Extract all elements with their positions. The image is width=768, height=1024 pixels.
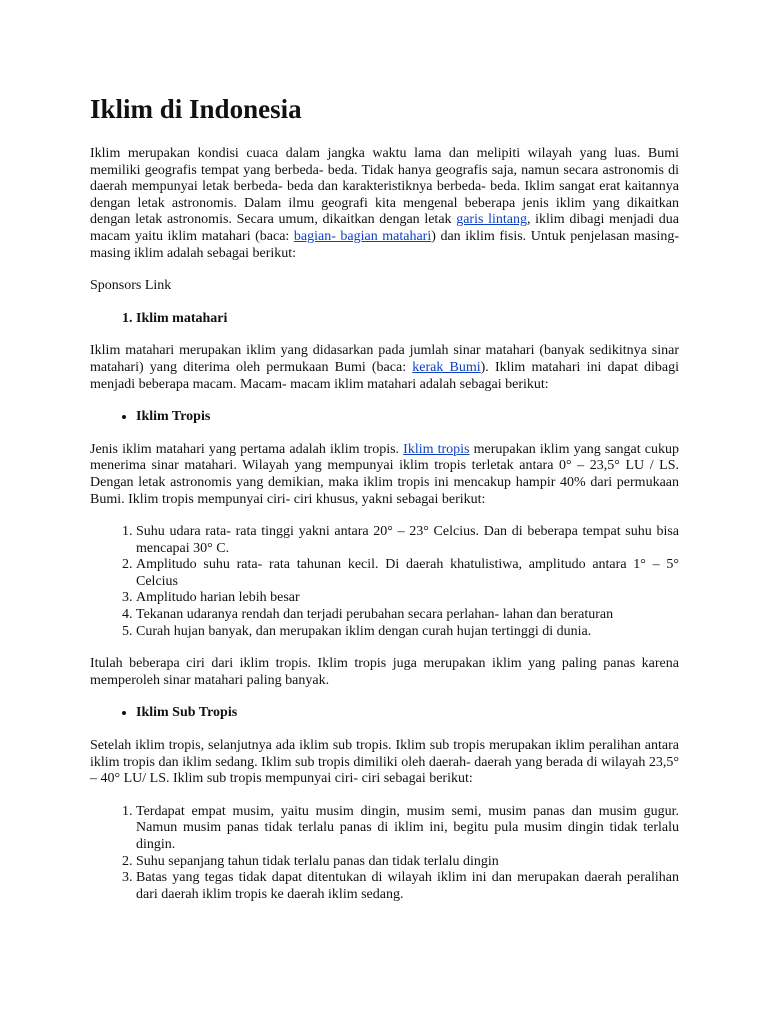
tropis-text-1: Jenis iklim matahari yang pertama adalah iklim tropis. <box>90 441 404 457</box>
tropis-characteristics-list <box>90 524 679 640</box>
link-kerak-bumi[interactable]: kerak Bumi <box>412 359 481 375</box>
section-heading-list <box>90 311 679 328</box>
intro-text-2: , iklim dibagi menjadi dua macam yaitu iklim matahari (baca: <box>90 212 679 244</box>
list-item: 2. Amplitudo suhu rata- rata tahunan kecil. Di daerah khatulistiwa, amplitudo antara 1° – 5° Celcius <box>136 557 679 590</box>
list-item: 3. Batas yang tegas tidak dapat ditentukan di wilayah iklim ini dan merupakan daerah peralihan dari daerah iklim tropis ke daerah iklim sedang. <box>136 870 679 903</box>
subtropis-heading-list <box>90 705 679 722</box>
iklim-sub-tropis-paragraph: Setelah iklim tropis, selanjutnya ada iklim sub tropis. Iklim sub tropis merupakan iklim peralihan antara iklim tropis dan iklim sedang. Iklim sub tropis dimiliki oleh daerah- daerah yang berada di wilayah 23,5° – 40° LU/ LS. Iklim sub tropis mempunyai ciri- ciri sebagai berikut: <box>90 738 679 787</box>
intro-text-3: ) dan iklim fisis. Untuk penjelasan masing- masing iklim adalah sebagai berikut: <box>90 228 679 261</box>
tropis-heading-list <box>90 409 679 426</box>
section-heading-iklim-tropis: • Iklim Tropis <box>136 409 679 426</box>
page-title: Iklim di Indonesia <box>90 94 302 124</box>
list-item: 2. Suhu sepanjang tahun tidak terlalu panas dan tidak terlalu dingin <box>136 854 679 871</box>
list-item: 1. Suhu udara rata- rata tinggi yakni antara 20° – 23° Celcius. Dan di beberapa tempat suhu bisa mencapai 30° C. <box>136 524 679 557</box>
iklim-tropis-paragraph <box>90 442 679 508</box>
iklim-matahari-paragraph <box>90 343 679 393</box>
document-page <box>90 0 679 919</box>
list-item: 5. Curah hujan banyak, dan merupakan iklim dengan curah hujan tertinggi di dunia. <box>136 624 679 641</box>
sponsors-link[interactable]: Sponsors Link <box>90 278 172 294</box>
link-bagian-matahari[interactable]: bagian- bagian matahari <box>293 228 432 244</box>
tropis-closing-paragraph: Itulah beberapa ciri dari iklim tropis. Iklim tropis juga merupakan iklim yang paling panas karena memperoleh sinar matahari paling banyak. <box>90 656 679 688</box>
list-item: 3. Amplitudo harian lebih besar <box>136 590 679 607</box>
list-item: 4. Tekanan udaranya rendah dan terjadi perubahan secara perlahan- lahan dan beraturan <box>136 607 679 624</box>
list-item: 1. Terdapat empat musim, yaitu musim dingin, musim semi, musim panas dan musim gugur. Namun musim panas tidak terlalu panas di iklim ini, begitu pula musim dingin tidak terlalu dingin. <box>136 804 679 854</box>
tropis-text-2: merupakan iklim yang sangat cukup menerima sinar matahari. Wilayah yang mempunyai iklim tropis terletak antara 0° – 23,5° LU / LS. Dengan letak astronomis yang demikian, maka iklim tropis ini mencakup hampir 40% dari permukaan Bumi. Iklim tropis mempunyai ciri- ciri khusus, yakni sebagai berikut: <box>90 441 679 507</box>
section-heading-iklim-sub-tropis: • Iklim Sub Tropis <box>136 705 679 722</box>
matahari-text-2: ). Iklim matahari ini dapat dibagi menjadi beberapa macam. Macam- macam iklim matahari adalah sebagai berikut: <box>90 359 679 392</box>
intro-text-1: Iklim merupakan kondisi cuaca dalam jangka waktu lama dan melipiti wilayah yang luas. Bumi memiliki geografis tempat yang berbeda- beda. Tidak hanya geografis saja, namun secara astronomis di daerah mempunyai letak berbeda- beda dan karakteristiknya berbeda- beda. Iklim sangat erat kaitannya dengan letak astronomis. Dalam ilmu geografi kita mengenal beberapa jenis iklim yang dikaitkan dengan letak astronomis. Secara umum, dikaitkan dengan letak <box>90 146 679 228</box>
link-iklim-tropis[interactable]: Iklim tropis <box>403 441 470 457</box>
subtropis-characteristics-list <box>90 804 679 904</box>
link-garis-lintang[interactable]: garis lintang <box>456 212 527 228</box>
intro-paragraph <box>90 146 679 262</box>
matahari-text-1: Iklim matahari merupakan iklim yang didasarkan pada jumlah sinar matahari (banyak sedikitnya sinar matahari) yang diterima oleh permukaan Bumi (baca: <box>90 343 679 375</box>
section-heading-iklim-matahari: 1. Iklim matahari <box>136 311 679 328</box>
